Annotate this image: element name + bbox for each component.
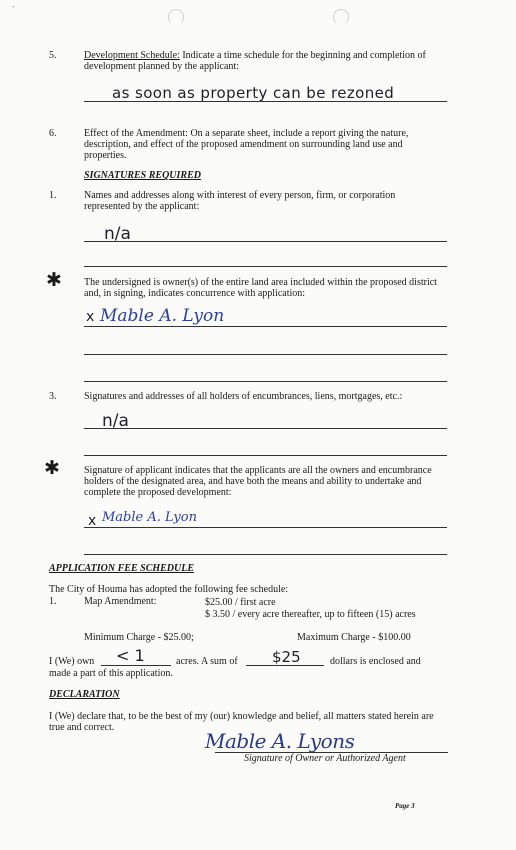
answer-line	[84, 241, 447, 242]
acres-line	[101, 665, 171, 666]
punch-hole	[168, 9, 184, 25]
section-number: 5.	[49, 50, 57, 61]
fee-maximum: Maximum Charge - $100.00	[297, 632, 411, 643]
signature-line	[84, 527, 447, 528]
sig3-line1: Signatures and addresses of all holders of encumbrances, liens, mortgages, etc.:	[84, 391, 403, 402]
page-number: Page 3	[395, 802, 415, 810]
corner-mark: -	[12, 1, 15, 11]
signature-line	[84, 381, 447, 382]
fee-rate-additional: $ 3.50 / every acre thereafter, up to fifteen (15) acres	[205, 609, 416, 620]
asterisk-mark: ✱	[46, 270, 62, 291]
section-5-text	[84, 50, 454, 62]
signatures-required-heading: SIGNATURES REQUIRED	[84, 170, 201, 181]
sum-line	[246, 665, 324, 666]
sig4-line1: Signature of applicant indicates that the applicants are all the owners and encumbrance	[84, 465, 432, 476]
dollars-text: dollars is enclosed and	[330, 656, 421, 667]
development-schedule-answer: as soon as property can be rezoned	[112, 84, 395, 102]
answer-line	[84, 455, 447, 456]
made-part-text: made a part of this application.	[49, 668, 173, 679]
section-number: 6.	[49, 128, 57, 139]
acres-text: acres. A sum of	[176, 656, 238, 667]
acres-owned-value: < 1	[116, 646, 145, 665]
sig1-line1: Names and addresses along with interest of every person, firm, or corporation	[84, 190, 396, 201]
sig2-line1: The undersigned is owner(s) of the entire land area included within the proposed district	[84, 277, 437, 288]
applicant-signature: Mable A. Lyon	[102, 510, 197, 525]
signature-line	[84, 326, 447, 327]
sig1-answer: n/a	[104, 224, 131, 244]
section-5-heading: Development Schedule:	[84, 50, 180, 61]
fee-intro: The City of Houma has adopted the following fee schedule:	[49, 584, 289, 595]
asterisk-mark: ✱	[44, 458, 60, 479]
declaration-line1: I (We) declare that, to be the best of my (our) knowledge and belief, all matters stated herein are	[49, 711, 434, 722]
sig4-line2: holders of the designated area, and have both the means and ability to undertake and	[84, 476, 422, 487]
sig4-line3: complete the proposed development:	[84, 487, 232, 498]
declaration-heading: DECLARATION	[49, 689, 120, 700]
fee-rate-first: $25.00 / first acre	[205, 597, 276, 608]
sum-enclosed-value: $25	[272, 648, 301, 666]
answer-line	[84, 101, 447, 102]
fee-item-label: Map Amendment:	[84, 596, 157, 607]
section-number: 1.	[49, 190, 57, 201]
sig2-x-mark: x	[86, 309, 95, 325]
fee-schedule-heading: APPLICATION FEE SCHEDULE	[49, 563, 195, 574]
sig4-x-mark: x	[88, 513, 97, 529]
fee-item-number: 1.	[49, 596, 57, 607]
sig1-line2: represented by the applicant:	[84, 201, 200, 212]
section-6-line3: properties.	[84, 150, 127, 161]
owner-signature: Mable A. Lyon	[100, 306, 225, 326]
section-number: 3.	[49, 391, 57, 402]
declaration-signature-caption: Signature of Owner or Authorized Agent	[244, 753, 406, 764]
section-6-line2: description, and effect of the proposed amendment on surrounding land use and	[84, 139, 403, 150]
answer-line	[84, 266, 447, 267]
section-6-line1: Effect of the Amendment: On a separate sheet, include a report giving the nature,	[84, 128, 409, 139]
section-5-text-line1: Indicate a time schedule for the beginning and completion of	[182, 50, 426, 61]
section-5-text-line2: development planned by the applicant:	[84, 61, 239, 72]
sig2-line2: and, in signing, indicates concurrence with application:	[84, 288, 306, 299]
declaration-signature: Mable A. Lyons	[205, 729, 355, 753]
own-prefix: I (We) own	[49, 656, 95, 667]
signature-line	[84, 354, 447, 355]
declaration-line2: true and correct.	[49, 722, 115, 733]
punch-hole	[333, 9, 349, 25]
signature-line	[84, 554, 447, 555]
fee-minimum: Minimum Charge - $25.00;	[84, 632, 194, 643]
sig3-answer: n/a	[102, 411, 129, 431]
answer-line	[84, 428, 447, 429]
